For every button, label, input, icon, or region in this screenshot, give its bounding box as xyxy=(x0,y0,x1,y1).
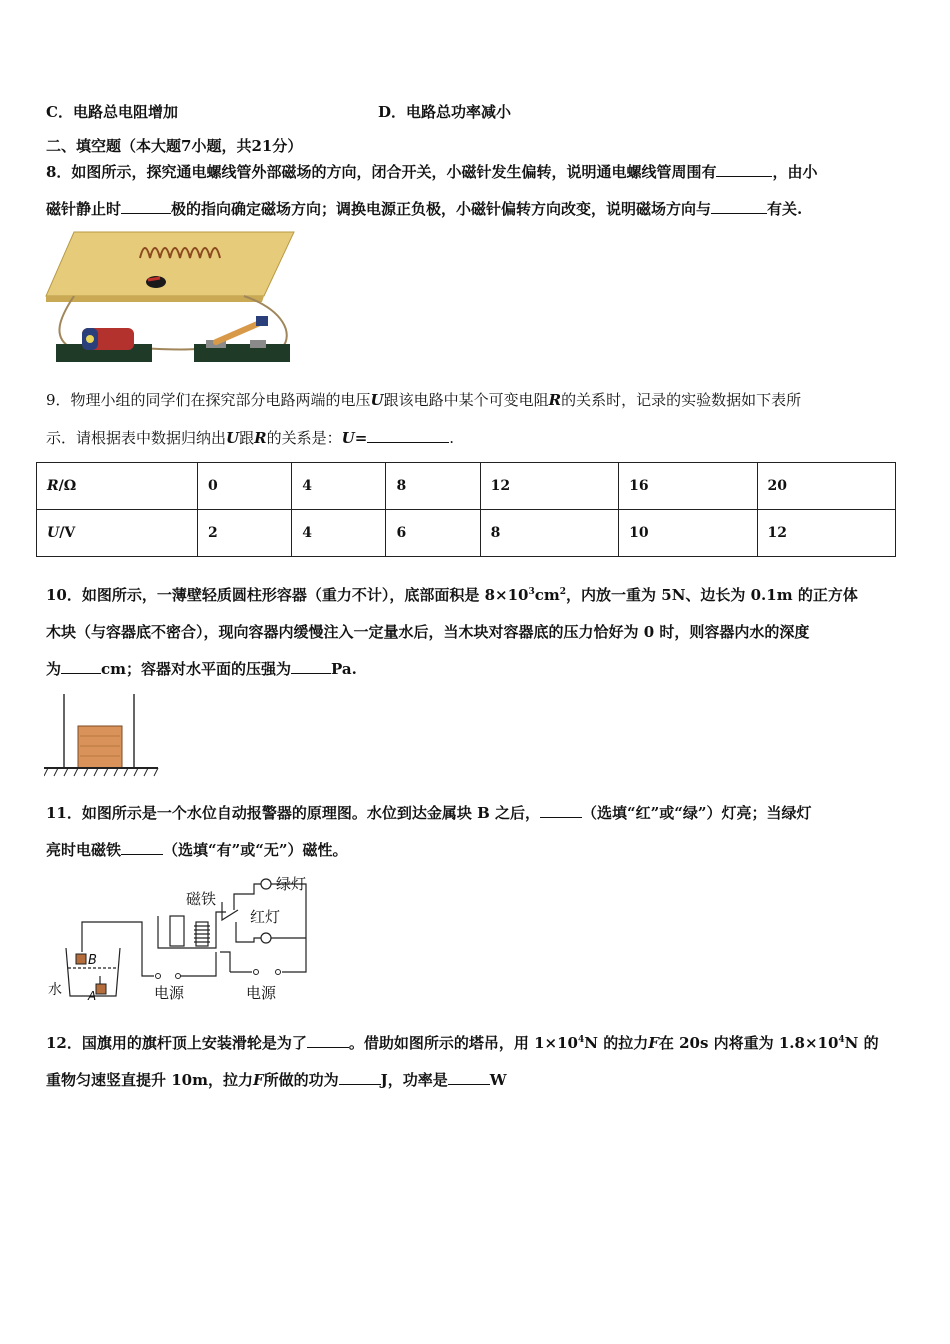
q9-text: 的关系是： xyxy=(266,429,342,447)
water-alarm-circuit-figure xyxy=(44,872,320,1004)
answer-blank[interactable] xyxy=(711,199,767,214)
q10-line-1: 10．如图所示，一薄壁轻质圆柱形容器（重力不计），底部面积是 $8\times 10^3cm^2$，内放一重为 5N、边长为 0.1m 的正方体 xyxy=(46,586,858,604)
var-r: R xyxy=(548,391,562,409)
table-cell: 10 xyxy=(619,510,757,557)
q10-line-2: 木块（与容器底不密合），现向容器内缓慢注入一定量水后，当木块对容器底的压力恰好为 0 时，则容器内水的深度 xyxy=(46,623,810,641)
table-cell: 12 xyxy=(480,463,618,510)
var-f: F xyxy=(648,1034,659,1052)
q11-line-1: 11．如图所示是一个水位自动报警器的原理图。水位到达金属块 B 之后， （选填“红”或“绿”）灯亮；当绿灯 xyxy=(46,804,812,822)
label-power-2: 电源 xyxy=(246,984,277,1002)
q9-text: 9．物理小组的同学们在探究部分电路两端的电压 xyxy=(46,391,371,409)
label-a: A xyxy=(88,989,97,1003)
answer-blank[interactable] xyxy=(291,659,331,674)
answer-blank[interactable] xyxy=(339,1070,381,1085)
container-block-figure xyxy=(44,694,160,778)
q9-text: . xyxy=(449,429,455,447)
table-row-label: U/V xyxy=(37,510,198,557)
q9-text: 示．请根据表中数据归纳出 xyxy=(46,429,227,447)
answer-blank[interactable] xyxy=(121,840,163,855)
option-d: D．电路总功率减小 xyxy=(378,103,512,121)
table-cell: 8 xyxy=(480,510,618,557)
q11-line-2: 亮时电磁铁 （选填“有”或“无”）磁性。 xyxy=(46,841,348,859)
table-cell: 0 xyxy=(198,463,292,510)
label-red-lamp: 红灯 xyxy=(250,908,281,926)
q8-text: 极的指向确定磁场方向；调换电源正负极，小磁针偏转方向改变，说明磁场方向与 xyxy=(171,200,712,218)
table-cell: 4 xyxy=(292,463,386,510)
table-cell: 2 xyxy=(198,510,292,557)
solenoid-experiment-figure xyxy=(44,230,296,368)
label-b: B xyxy=(88,953,97,968)
q8-text: 磁针静止时 xyxy=(46,200,122,218)
q12-line-1: 12．国旗用的旗杆顶上安装滑轮是为了 。借助如图所示的塔吊，用 $1\times 10^4N$ 的拉力F在 20s 内将重为 $1.8\times 10^4N$ 的 xyxy=(46,1034,879,1052)
label-power-1: 电源 xyxy=(154,984,185,1002)
table-cell: 16 xyxy=(619,463,757,510)
label-magnet: 磁铁 xyxy=(186,890,217,908)
label-green-lamp: 绿灯 xyxy=(276,875,307,893)
answer-blank[interactable] xyxy=(121,199,171,214)
table-cell: 20 xyxy=(757,463,896,510)
answer-blank[interactable] xyxy=(716,162,772,177)
option-c: C．电路总电阻增加 xyxy=(46,103,178,121)
q8-line-1 xyxy=(46,162,817,182)
q9-text: 的关系时，记录的实验数据如下表所 xyxy=(561,391,802,409)
q9-text: 跟 xyxy=(239,429,255,447)
q12-line-2: 重物匀速竖直提升 10m，拉力F所做的功为 J，功率是 W xyxy=(46,1071,507,1089)
q8-text: ，由小 xyxy=(772,163,818,181)
q9-line-2 xyxy=(46,428,454,448)
answer-blank[interactable] xyxy=(367,428,449,443)
answer-blank[interactable] xyxy=(540,803,582,818)
var-f: F xyxy=(252,1071,264,1089)
table-cell: 6 xyxy=(386,510,480,557)
section-title: 二、填空题（本大题7小题，共21分） xyxy=(46,137,303,155)
table-cell: 4 xyxy=(292,510,386,557)
var-r: R xyxy=(254,429,267,447)
var-u: U xyxy=(226,429,240,447)
q10-line-3: 为 cm；容器对水平面的压强为 Pa. xyxy=(46,660,357,678)
answer-blank[interactable] xyxy=(448,1070,490,1085)
q8-line-2 xyxy=(46,199,802,219)
table-cell: 12 xyxy=(757,510,896,557)
table-cell: 8 xyxy=(386,463,480,510)
table-row-label: R/Ω xyxy=(37,463,198,510)
answer-blank[interactable] xyxy=(307,1033,349,1048)
answer-blank[interactable] xyxy=(61,659,101,674)
table-row xyxy=(37,510,896,557)
q9-text: 跟该电路中某个可变电阻 xyxy=(383,391,549,409)
table-row xyxy=(37,463,896,510)
q9-line-1 xyxy=(46,390,801,410)
label-water: 水 xyxy=(48,982,62,998)
var-u-equals: U= xyxy=(341,429,368,447)
q8-text: 8．如图所示，探究通电螺线管外部磁场的方向，闭合开关，小磁针发生偏转，说明通电螺线管周围有 xyxy=(46,163,717,181)
var-u: U xyxy=(370,391,384,409)
q8-text: 有关. xyxy=(767,200,803,218)
data-table xyxy=(36,462,896,557)
